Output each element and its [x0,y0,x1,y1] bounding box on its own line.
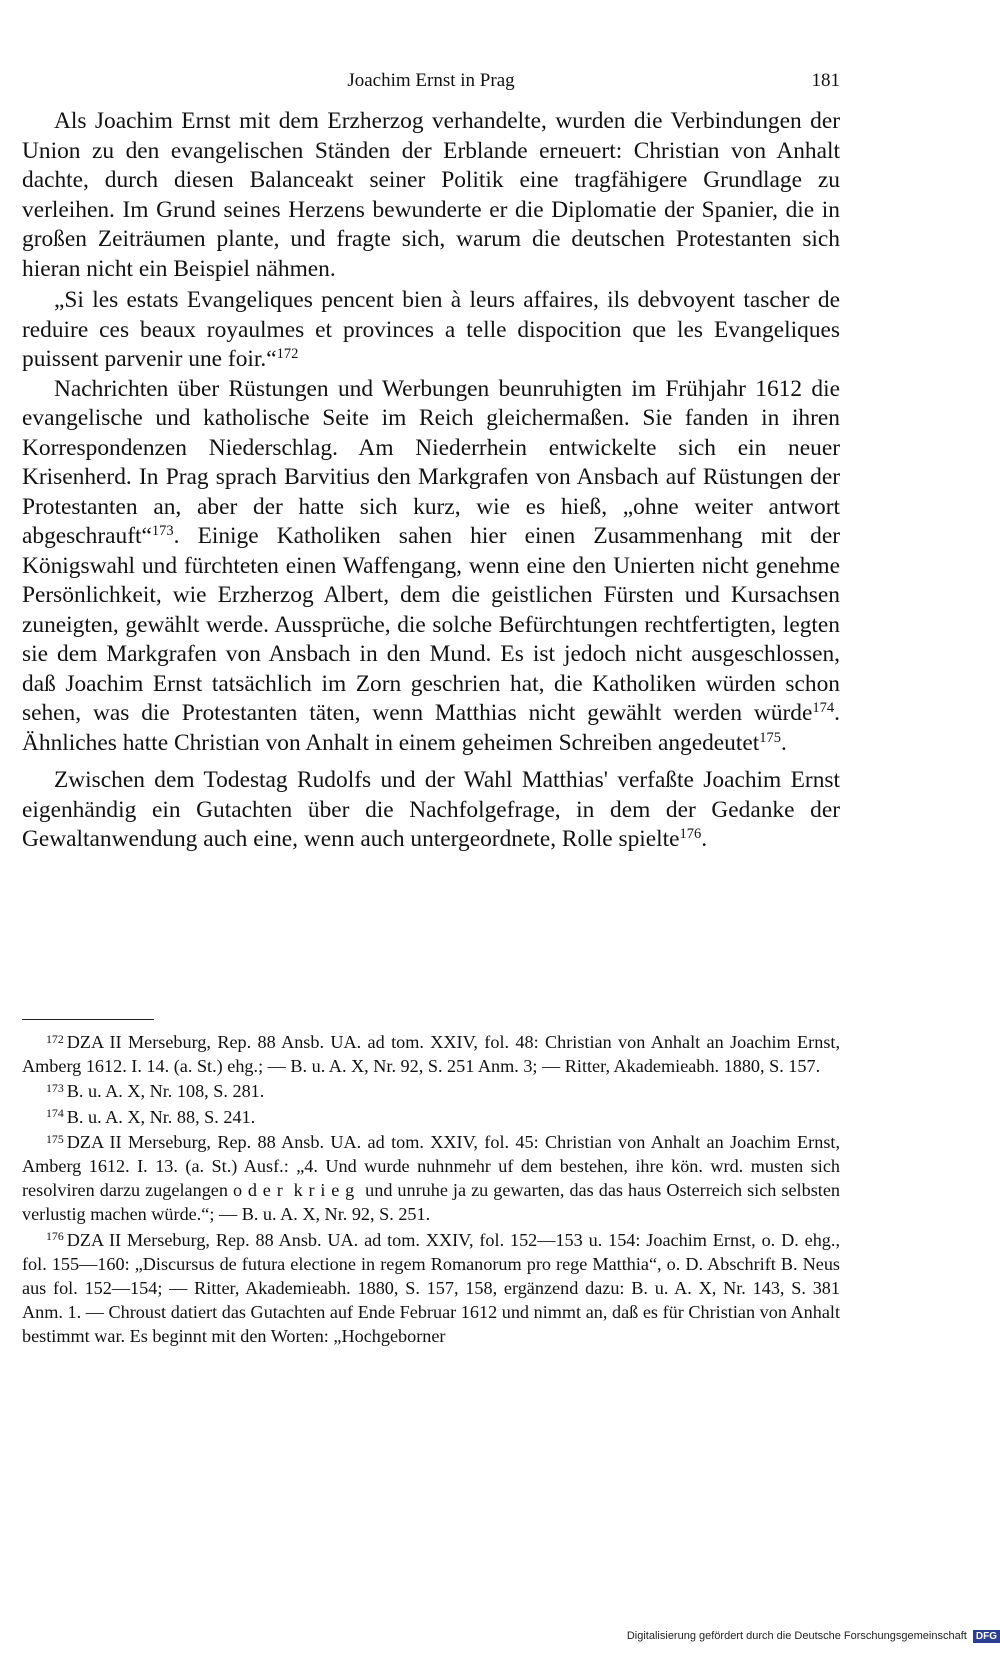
footnotes [22,1030,840,1350]
quote-paragraph: „Si les estats Evangeliques pencent bien à leurs affaires, ils debvoyent tascher de reduire ces beaux royaulmes et provinces a telle dispocition que les Evangeliques puissent parvenir une foir.“$^{172}$ [22,287,840,372]
page-header [22,70,840,100]
footnote-176: $^{176}$ DZA II Merseburg, Rep. 88 Ansb. UA. ad tom. XXIV, fol. 152—153 u. 154: Joachim Ernst, o. D. ehg., fol. 155—160: „Discursus de futura electione in regem Romanorum pro rege Matthia“, o. D. Abschrift B. Neus aus fol. 152—154; — Ritter, Akademieabh. 1880, S. 157, 158, ergänzend dazu: B. u. A. X, Nr. 143, S. 381 Anm. 1. — Chroust datiert das Gutachten auf Ende Februar 1612 und nimmt an, daß es für Christian von Anhalt bestimmt war. Es beginnt mit den Worten: „Hochgeborner [22,1229,840,1347]
paragraph-3: Nachrichten über Rüstungen und Werbungen beunruhigten im Frühjahr 1612 die evangelische und katholische Seite im Reich gleichermaßen. Sie fanden in ihren Korrespondenzen Niederschlag. Am Niederrhein entwickelte sich ein neuer Krisenherd. In Prag sprach Barvitius den Markgrafen von Ansbach auf Rüstungen der Protestanten an, aber der hatte sich kurz, wie es hieß, „ohne weiter antwort abgeschrauft“$^{173}$. Einige Katholiken sahen hier einen Zusammenhang mit der Königswahl und fürchteten einen Waffengang, wenn eine den Unierten nicht genehme Persönlichkeit, wie Erzherzog Albert, dem die geistlichen Fürsten und Kursachsen zuneigten, gewählt werde. Aussprüche, die solche Befürchtungen rechtfertigten, legten sie dem Markgrafen von Ansbach in den Mund. Es ist jedoch nicht ausgeschlossen, daß Joachim Ernst tatsächlich im Zorn geschrien hat, die Katholiken würden schon sehen, was die Protestanten täten, wenn Matthias nicht gewählt werden würde$^{174}$. Ähnliches hatte Christian von Anhalt in einem geheimen Schreiben angedeutet$^{175}$. [22,375,840,756]
footnote-divider [22,1019,154,1020]
footnote-ref-175[interactable]: 175 [759,729,781,746]
footnote-ref-174[interactable]: 174 [812,700,835,717]
main-text [22,107,840,855]
footnote-ref-173[interactable]: 173 [151,523,174,540]
footnote-ref-172[interactable]: 172 [276,346,299,363]
footnote-ref-176[interactable]: 176 [679,826,702,843]
footnote-172: $^{172}$ DZA II Merseburg, Rep. 88 Ansb. UA. ad tom. XXIV, fol. 48: Christian von Anhalt an Joachim Ernst, Amberg 1612. I. 14. (a. St.) ehg.; — B. u. A. X, Nr. 92, S. 251 Anm. 3; — Ritter, Akademieabh. 1880, S. 157. [22,1031,840,1077]
page-number: 181 [811,70,840,91]
footnote-175: $^{175}$ DZA II Merseburg, Rep. 88 Ansb. UA. ad tom. XXIV, fol. 45: Christian von Anhalt an Joachim Ernst, Amberg 1612. I. 13. (a. St.) Ausf.: „4. Und wurde nuhnmehr uf dem bestehen, ihre kön. wrd. musten sich resolviren darzu zugelangen oder krieg und unruhe ja zu gewarten, das das haus Osterreich sich selbsten verlustig machen würde.“; — B. u. A. X, Nr. 92, S. 251. [22,1131,840,1225]
dfg-logo[interactable]: DFG [973,1630,1000,1643]
digitization-footer [600,1630,1000,1650]
funding-note: Digitalisierung gefördert durch die Deutsche Forschungsgemeinschaft [626,1630,967,1642]
footnote-174: $^{174}$ B. u. A. X, Nr. 88, S. 241. [46,1106,256,1127]
paragraph-4: Zwischen dem Todestag Rudolfs und der Wahl Matthias' verfaßte Joachim Ernst eigenhändig ein Gutachten über die Nachfolgefrage, in dem der Gedanke der Gewaltanwendung auch eine, wenn auch untergeordnete, Rolle spielte$^{176}$. [22,767,840,852]
running-head: Joachim Ernst in Prag [347,70,515,91]
footnote-173: $^{173}$ B. u. A. X, Nr. 108, S. 281. [46,1081,265,1102]
paragraph-1: Als Joachim Ernst mit dem Erzherzog verhandelte, wurden die Verbindungen der Union zu den evangelischen Ständen der Erblande erneuert: Christian von Anhalt dachte, durch diesen Balanceakt seiner Politik eine tragfähigere Grundlage zu verleihen. Im Grund seines Herzens bewunderte er die Diplomatie der Spanier, die in großen Zeiträumen plante, und fragte sich, warum die deutschen Protestanten sich hieran nicht ein Beispiel nähmen. [22,108,840,282]
